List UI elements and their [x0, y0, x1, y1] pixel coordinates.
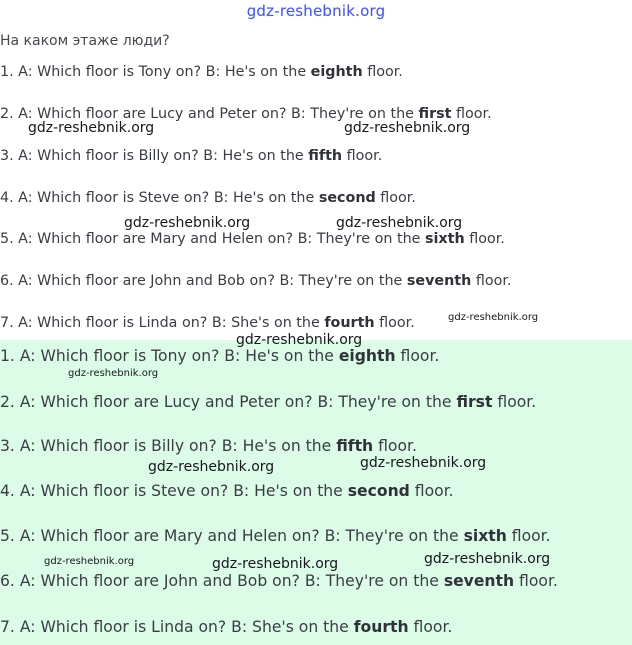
question-title: На каком этаже люди? [0, 33, 170, 49]
watermark: gdz-reshebnik.org [336, 215, 463, 231]
answer-line: 4. A: Which floor is Steve on? B: He's on the second floor. [0, 190, 416, 206]
answer-line: 2. A: Which floor are Lucy and Peter on? B: They're on the first floor. [0, 106, 492, 122]
watermark: gdz-reshebnik.org [148, 459, 275, 475]
watermark: gdz-reshebnik.org [68, 368, 159, 379]
watermark: gdz-reshebnik.org [28, 120, 155, 136]
watermark: gdz-reshebnik.org [124, 215, 251, 231]
watermark: gdz-reshebnik.org [448, 312, 539, 323]
watermark: gdz-reshebnik.org [212, 556, 339, 572]
answer-line: 6. A: Which floor are John and Bob on? B: They're on the seventh floor. [0, 273, 512, 289]
watermark: gdz-reshebnik.org [236, 332, 363, 348]
answer-line: 7. A: Which floor is Linda on? B: She's on the fourth floor. [0, 315, 415, 331]
watermark: gdz-reshebnik.org [344, 120, 471, 136]
answer-line: 1. A: Which floor is Tony on? B: He's on the eighth floor. [0, 347, 440, 365]
answer-line: 3. A: Which floor is Billy on? B: He's on the fifth floor. [0, 148, 383, 164]
answer-line: 5. A: Which floor are Mary and Helen on? B: They're on the sixth floor. [0, 527, 551, 545]
watermark: gdz-reshebnik.org [360, 455, 487, 471]
answer-line: 6. A: Which floor are John and Bob on? B: They're on the seventh floor. [0, 572, 558, 590]
answer-line: 4. A: Which floor is Steve on? B: He's on the second floor. [0, 482, 454, 500]
answer-line: 3. A: Which floor is Billy on? B: He's on the fifth floor. [0, 437, 417, 455]
answer-line: 5. A: Which floor are Mary and Helen on? B: They're on the sixth floor. [0, 231, 505, 247]
watermark: gdz-reshebnik.org [424, 551, 551, 567]
answer-line: 1. A: Which floor is Tony on? B: He's on the eighth floor. [0, 64, 403, 80]
answer-block-highlighted [0, 340, 632, 645]
answer-line: 2. A: Which floor are Lucy and Peter on? B: They're on the first floor. [0, 393, 537, 411]
answer-line: 7. A: Which floor is Linda on? B: She's on the fourth floor. [0, 618, 453, 636]
site-header[interactable]: gdz-reshebnik.org [246, 2, 386, 20]
watermark: gdz-reshebnik.org [44, 556, 135, 567]
